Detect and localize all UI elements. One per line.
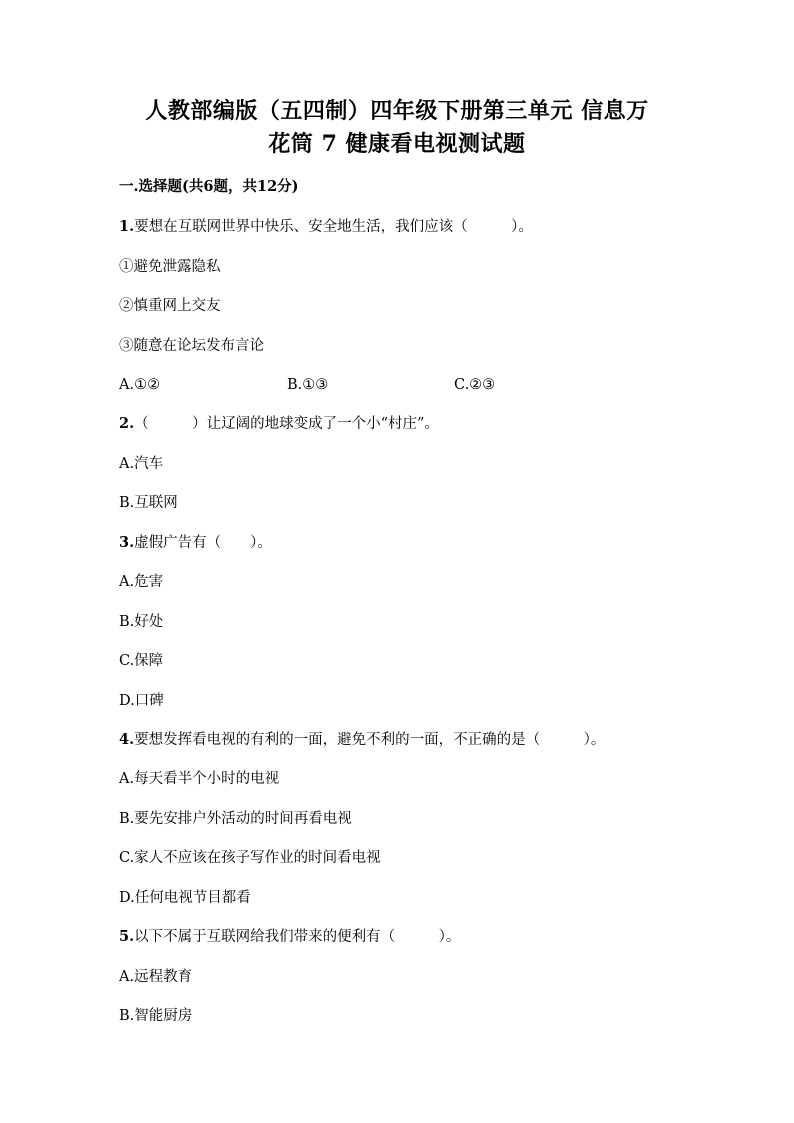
question-1-statement-1: ①避免泄露隐私 bbox=[119, 259, 221, 275]
question-1-option-a: A.①② bbox=[119, 377, 161, 393]
question-1-statement-2: ②慎重网上交友 bbox=[119, 298, 221, 314]
document-title-line-2: 花筒 7 健康看电视测试题 bbox=[268, 131, 526, 157]
question-2 bbox=[119, 413, 439, 435]
question-5-text: 以下不属于互联网给我们带来的便利有（ ）。 bbox=[134, 929, 461, 945]
question-2-option-a: A.汽车 bbox=[119, 456, 164, 472]
question-1-statement-3: ③随意在论坛发布言论 bbox=[119, 338, 264, 354]
question-5-option-a: A.远程教育 bbox=[119, 969, 193, 985]
question-3-number: 3. bbox=[119, 534, 135, 551]
question-4 bbox=[119, 729, 605, 751]
question-1-number: 1. bbox=[119, 218, 135, 235]
question-1-text: 要想在互联网世界中快乐、安全地生活，我们应该（ ）。 bbox=[134, 219, 533, 235]
question-4-text: 要想发挥看电视的有利的一面，避免不利的一面，不正确的是（ ）。 bbox=[134, 732, 606, 748]
document-title-line-1: 人教部编版（五四制）四年级下册第三单元 信息万 bbox=[145, 98, 649, 124]
question-1-option-c: C.②③ bbox=[454, 377, 496, 393]
question-2-number: 2. bbox=[119, 415, 135, 432]
question-3-option-c: C.保障 bbox=[119, 653, 164, 669]
question-1 bbox=[119, 216, 533, 238]
question-5-number: 5. bbox=[119, 928, 135, 945]
question-4-option-b: B.要先安排户外活动的时间再看电视 bbox=[119, 811, 352, 827]
question-3 bbox=[119, 532, 272, 554]
section-heading: 一.选择题(共6题，共12分) bbox=[119, 178, 299, 195]
question-4-option-a: A.每天看半个小时的电视 bbox=[119, 771, 280, 787]
question-3-option-d: D.口碑 bbox=[119, 693, 164, 709]
question-3-option-b: B.好处 bbox=[119, 614, 164, 630]
question-2-option-b: B.互联网 bbox=[119, 495, 178, 511]
question-3-text: 虚假广告有（ ）。 bbox=[134, 535, 272, 551]
question-4-number: 4. bbox=[119, 731, 135, 748]
question-3-option-a: A.危害 bbox=[119, 574, 164, 590]
question-4-option-d: D.任何电视节目都看 bbox=[119, 890, 251, 906]
question-5 bbox=[119, 926, 460, 948]
question-1-options bbox=[119, 374, 679, 396]
question-1-option-b: B.①③ bbox=[287, 377, 329, 393]
question-4-option-c: C.家人不应该在孩子写作业的时间看电视 bbox=[119, 850, 381, 866]
question-5-option-b: B.智能厨房 bbox=[119, 1008, 193, 1024]
question-2-text: （ ）让辽阔的地球变成了一个小“村庄”。 bbox=[134, 416, 439, 432]
